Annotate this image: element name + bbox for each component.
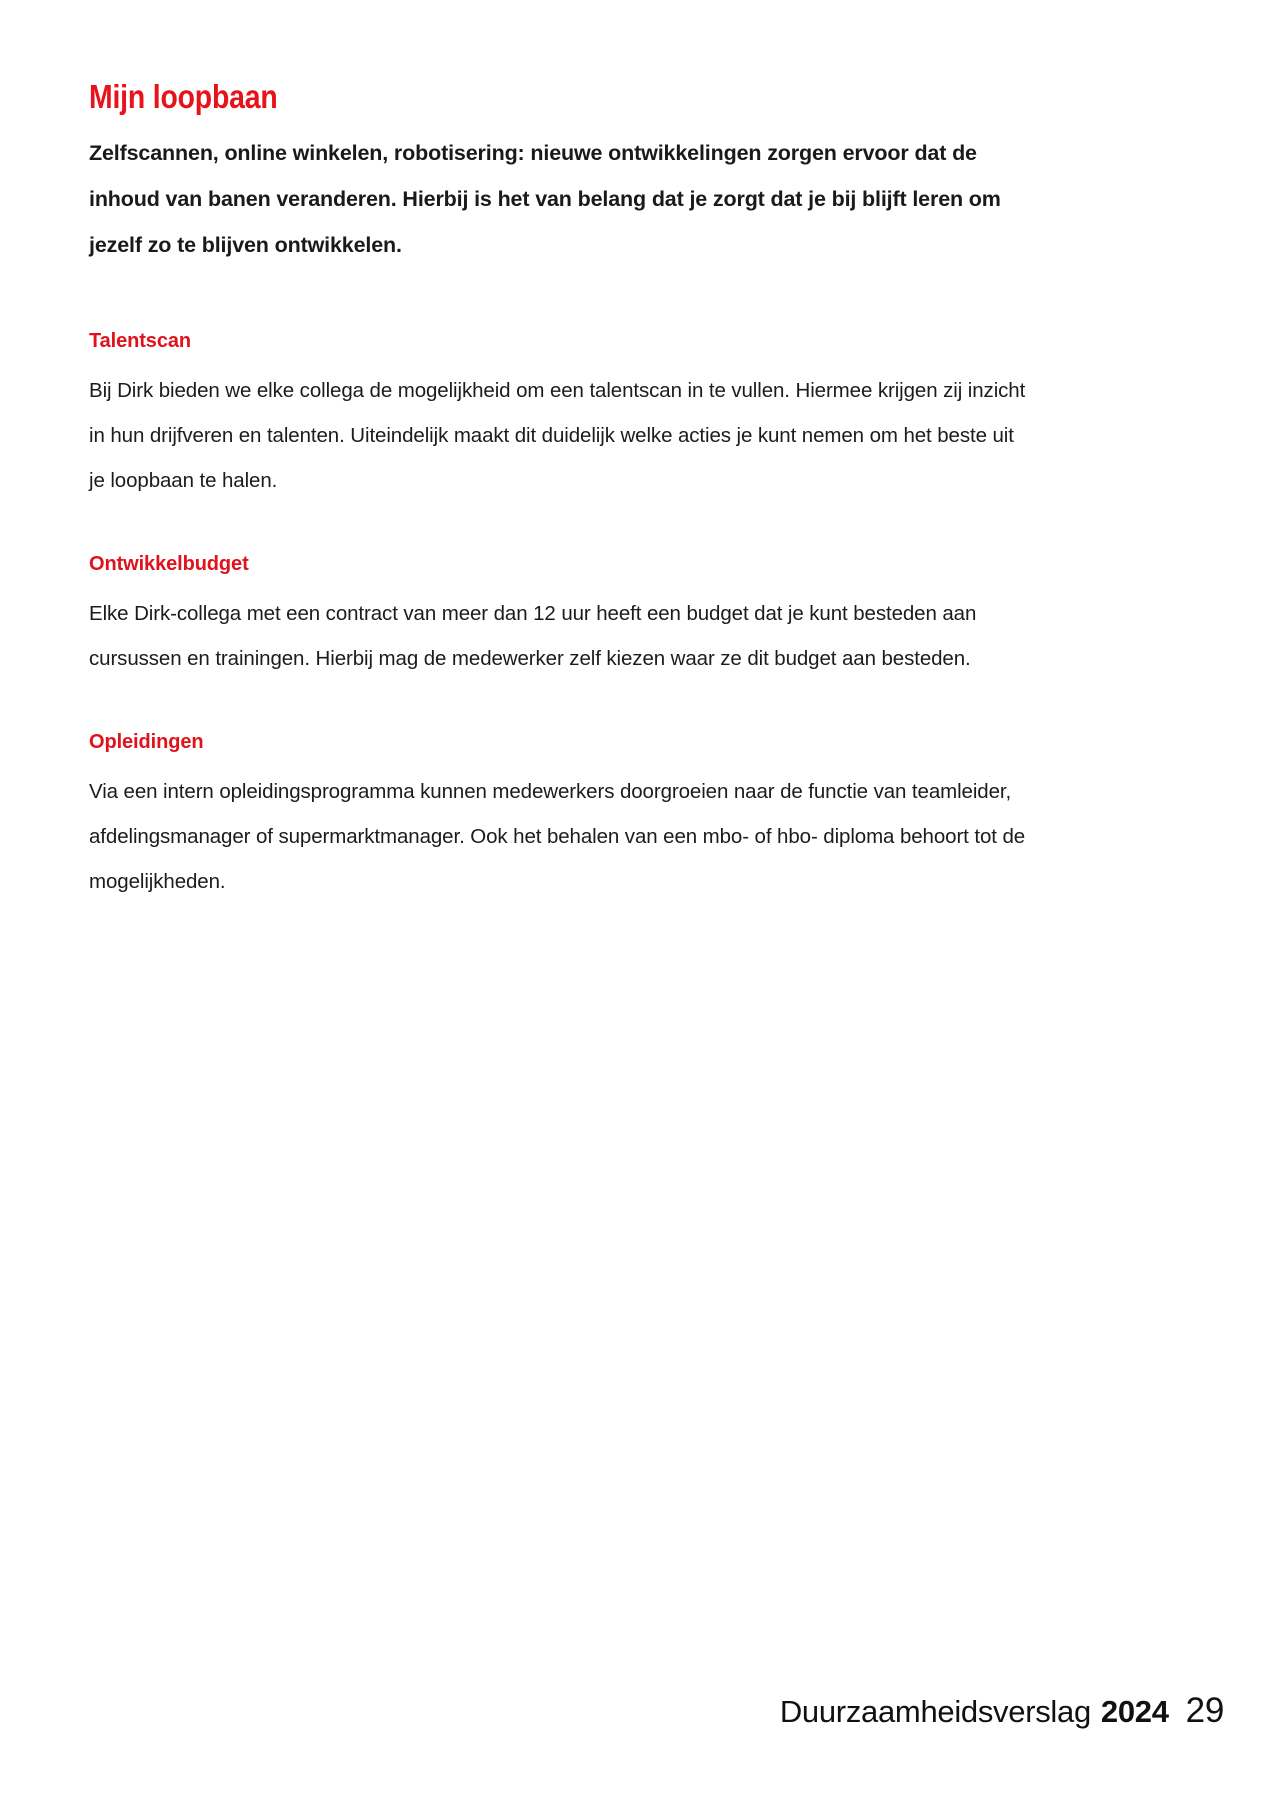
section-ontwikkelbudget bbox=[89, 551, 1029, 681]
footer-year: 2024 bbox=[1100, 1694, 1169, 1729]
section-heading-talentscan: Talentscan bbox=[89, 330, 191, 352]
section-body-ontwikkelbudget: Elke Dirk-collega met een contract van meer dan 12 uur heeft een budget dat je kunt besteden aan cursussen en trainingen. Hierbij mag de medewerker zelf kiezen waar ze dit budget aan besteden. bbox=[89, 602, 977, 670]
page-content bbox=[89, 78, 1029, 904]
section-body-opleidingen: Via een intern opleidingsprogramma kunnen medewerkers doorgroeien naar de functie van teamleider, afdelingsmanager of supermarktmanager. Ook het behalen van een mbo- of hbo- diploma behoort tot de mogelijkheden. bbox=[89, 780, 1026, 893]
page-footer bbox=[780, 1691, 1224, 1731]
footer-report-name: Duurzaamheidsverslag bbox=[779, 1694, 1091, 1729]
section-talentscan bbox=[89, 328, 1029, 503]
footer-page-number: 29 bbox=[1185, 1691, 1224, 1730]
section-heading-ontwikkelbudget: Ontwikkelbudget bbox=[89, 553, 249, 575]
section-opleidingen bbox=[89, 729, 1029, 904]
lead-paragraph: Zelfscannen, online winkelen, robotisering: nieuwe ontwikkelingen zorgen ervoor dat de inhoud van banen veranderen. Hierbij is het van belang dat je zorgt dat je bij blijft leren om jezelf zo te blijven ontwikkelen. bbox=[89, 141, 1001, 257]
page-title: Mijn loopbaan bbox=[89, 78, 278, 115]
section-body-talentscan: Bij Dirk bieden we elke collega de mogelijkheid om een talentscan in te vullen. Hiermee krijgen zij inzicht in hun drijfveren en talenten. Uiteindelijk maakt dit duidelijk welke acties je kunt nemen om het beste uit je loopbaan te halen. bbox=[89, 379, 1026, 492]
section-heading-opleidingen: Opleidingen bbox=[89, 731, 204, 753]
